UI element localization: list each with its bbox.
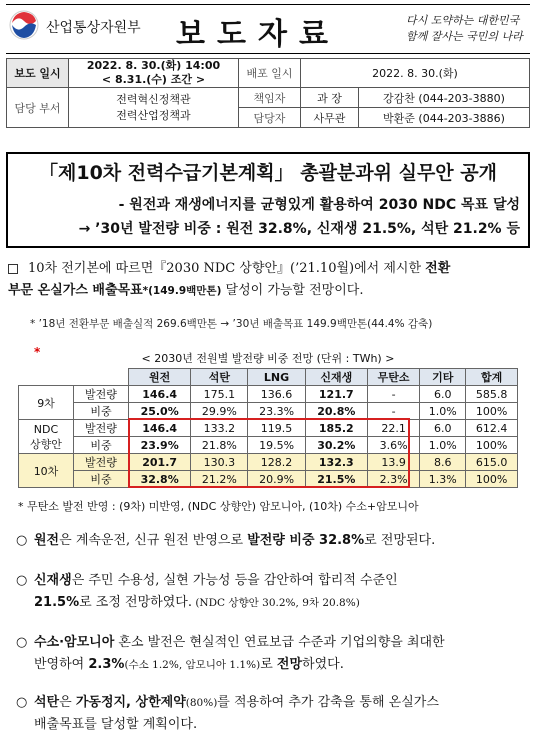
- slogan-line-2: 함께 잘사는 국민의 나라: [406, 30, 523, 43]
- table-cell: 146.4: [129, 420, 191, 437]
- bullet-bold: 수소·암모니아: [34, 635, 115, 650]
- headline-main: 「제10차 전력수급기본계획」 총괄분과위 실무안 공개: [39, 162, 497, 184]
- col-header-lng: LNG: [248, 369, 305, 386]
- table-cell: 121.7: [305, 386, 367, 403]
- table-cell: 100%: [466, 471, 518, 488]
- dept-label: 담당 부서: [7, 88, 69, 128]
- dept-value: [69, 88, 239, 128]
- row-type: 비중: [74, 437, 129, 454]
- responsible-name: 강감찬 (044-203-3880): [359, 88, 530, 108]
- table-cell: 3.6%: [367, 437, 419, 454]
- emission-note: * ’18년 전환부문 배출실적 269.6백만톤 → ’30년 배출목표 149.9백만톤(44.4% 감축): [30, 318, 433, 330]
- intro-paragraph: [8, 258, 528, 302]
- group-10th: 10차: [19, 454, 74, 488]
- bullet-text: 를 적용하여 추가 감축을 통해 온실가스: [217, 695, 439, 710]
- table-cell: 13.9: [367, 454, 419, 471]
- bullet-text: 로 전망된다.: [364, 533, 436, 548]
- row-type: 발전량: [74, 454, 129, 471]
- table-cell: 119.5: [248, 420, 305, 437]
- table-cell: 29.9%: [191, 403, 248, 420]
- col-header-nuclear: 원전: [129, 369, 191, 386]
- table-cell: 128.2: [248, 454, 305, 471]
- report-date-value: [69, 59, 239, 88]
- page-title: 보도자료: [176, 17, 340, 52]
- headline-sub-2: → ’30년 발전량 비중 : 원전 32.8%, 신재생 21.5%, 석탄 21.2% 등: [78, 221, 520, 237]
- bullet-bold: 석탄: [34, 695, 60, 710]
- table-cell: 146.4: [129, 386, 191, 403]
- table-cell: 20.9%: [248, 471, 305, 488]
- table-cell: 32.8%: [129, 471, 191, 488]
- bullet-small: (80%): [185, 697, 218, 709]
- bullet-small: (수소 1.2%, 암모니아 1.1%): [124, 659, 261, 671]
- red-marker: *: [34, 345, 41, 359]
- bullet-text: 은: [59, 695, 76, 710]
- table-cell: 201.7: [129, 454, 191, 471]
- slogan: [406, 13, 523, 45]
- table-cell: 25.0%: [129, 403, 191, 420]
- responsible-label: 책임자: [239, 88, 301, 108]
- responsible-title: 과 장: [301, 88, 359, 108]
- table-cell: -: [367, 403, 419, 420]
- headline-box: [6, 152, 530, 248]
- table-cell: 21.5%: [305, 471, 367, 488]
- intro-bold-2: 부문 온실가스 배출목표: [8, 283, 143, 298]
- col-header-total: 합계: [466, 369, 518, 386]
- table-cell: 130.3: [191, 454, 248, 471]
- bullet-bold: 2.3%: [88, 657, 125, 672]
- bullet-nuclear: [16, 530, 526, 552]
- staff-label: 담당자: [239, 108, 301, 128]
- bullet-renewable: [16, 570, 526, 614]
- table-cell: 22.1: [367, 420, 419, 437]
- bullet-text: 반영하여: [34, 657, 89, 672]
- intro-text-1: 10차 전기본에 따르면『2030 NDC 상향안』(’21.10월)에서 제시한: [28, 261, 426, 276]
- headline-sub-1: - 원전과 재생에너지를 균형있게 활용하여 2030 NDC 목표 달성: [118, 197, 520, 213]
- bullet-bold: 신재생: [34, 573, 72, 588]
- dept-1: 전력혁신정책관: [116, 92, 191, 106]
- bullet-hydrogen: [16, 632, 526, 676]
- report-date-line2: < 8.31.(수) 조간 >: [101, 73, 206, 86]
- table-caption: < 2030년 전원별 발전량 비중 전망 (단위 : TWh) >: [141, 352, 395, 365]
- circle-bullet-icon: ○: [16, 695, 28, 710]
- table-cell: 615.0: [466, 454, 518, 471]
- table-cell: -: [367, 386, 419, 403]
- col-header-carbonfree: 무탄소: [367, 369, 419, 386]
- bullet-text: 로 조정 전망하였다.: [79, 595, 192, 610]
- bullet-text: 은 주민 수용성, 실현 가능성 등을 감안하여 합리적 수준인: [71, 573, 398, 588]
- report-date-line1: 2022. 8. 30.(화) 14:00: [86, 59, 221, 72]
- col-header-renewable: 신재생: [305, 369, 367, 386]
- row-type: 비중: [74, 471, 129, 488]
- table-cell: 19.5%: [248, 437, 305, 454]
- bullet-bold: 발전량 비중 32.8%: [247, 533, 365, 548]
- table-cell: 136.6: [248, 386, 305, 403]
- staff-title: 사무관: [301, 108, 359, 128]
- col-header-coal: 석탄: [191, 369, 248, 386]
- table-cell: 585.8: [466, 386, 518, 403]
- square-bullet-icon: [8, 264, 18, 274]
- col-header-other: 기타: [420, 369, 466, 386]
- intro-bold-1: 전환: [425, 261, 451, 276]
- ministry-name: 산업통상자원부: [46, 20, 141, 36]
- circle-bullet-icon: ○: [16, 635, 28, 650]
- circle-bullet-icon: ○: [16, 573, 28, 588]
- bullet-bold: 가동정지, 상한제약: [75, 695, 186, 710]
- table-cell: 175.1: [191, 386, 248, 403]
- table-row: [19, 386, 518, 403]
- group-ndc-line2: 상향안: [30, 437, 62, 451]
- row-type: 발전량: [74, 386, 129, 403]
- dept-2: 전력산업정책과: [116, 108, 191, 122]
- table-footnote: * 무탄소 발전 반영 : (9차) 미반영, (NDC 상향안) 암모니아, (10차) 수소+암모니아: [18, 500, 419, 513]
- table-cell: 612.4: [466, 420, 518, 437]
- bullet-text: 은 계속운전, 신규 원전 반영으로: [59, 533, 248, 548]
- table-cell: 1.0%: [420, 437, 466, 454]
- release-info-table: [6, 58, 530, 128]
- table-row: [19, 403, 518, 420]
- table-cell: 21.2%: [191, 471, 248, 488]
- table-cell: 100%: [466, 437, 518, 454]
- bullet-text: 혼소 발전은 현실적인 연료보급 수준과 기업의향을 최대한: [114, 635, 445, 650]
- row-type: 비중: [74, 403, 129, 420]
- table-cell: 100%: [466, 403, 518, 420]
- table-cell: 132.3: [305, 454, 367, 471]
- table-cell: 6.0: [420, 420, 466, 437]
- government-logo-icon: [8, 9, 40, 41]
- row-type: 발전량: [74, 420, 129, 437]
- table-cell: 185.2: [305, 420, 367, 437]
- intro-text-2: 달성이 가능할 전망이다.: [221, 283, 364, 298]
- report-date-label: 보도 일시: [7, 59, 69, 88]
- dist-date-value: 2022. 8. 30.(화): [301, 59, 530, 88]
- table-corner: [19, 369, 129, 386]
- bullet-bold: 원전: [34, 533, 60, 548]
- table-cell: 23.9%: [129, 437, 191, 454]
- table-cell: 23.3%: [248, 403, 305, 420]
- press-header: [6, 4, 530, 54]
- staff-name: 박환준 (044-203-3886): [359, 108, 530, 128]
- table-cell: 6.0: [420, 386, 466, 403]
- bullet-text: 배출목표를 달성할 계획이다.: [34, 717, 198, 732]
- group-ndc: [19, 420, 74, 454]
- table-cell: 21.8%: [191, 437, 248, 454]
- bullet-bold: 전망: [276, 657, 303, 672]
- highlight-box: [128, 418, 410, 488]
- table-cell: 8.6: [420, 454, 466, 471]
- bullet-text: 로: [260, 657, 277, 672]
- intro-target: *(149.9백만톤): [142, 285, 222, 297]
- bullet-coal: [16, 692, 526, 736]
- table-cell: 133.2: [191, 420, 248, 437]
- table-cell: 2.3%: [367, 471, 419, 488]
- slogan-line-1: 다시 도약하는 대한민국: [406, 14, 520, 27]
- group-9th: 9차: [19, 386, 74, 420]
- table-cell: 1.3%: [420, 471, 466, 488]
- bullet-bold: 21.5%: [34, 595, 80, 610]
- bullet-text: 하였다.: [302, 657, 344, 672]
- table-cell: 20.8%: [305, 403, 367, 420]
- circle-bullet-icon: ○: [16, 533, 28, 548]
- group-ndc-line1: NDC: [33, 422, 59, 436]
- dist-date-label: 배포 일시: [239, 59, 301, 88]
- table-cell: 1.0%: [420, 403, 466, 420]
- table-cell: 30.2%: [305, 437, 367, 454]
- bullet-small: (NDC 상향안 30.2%, 9차 20.8%): [191, 597, 360, 609]
